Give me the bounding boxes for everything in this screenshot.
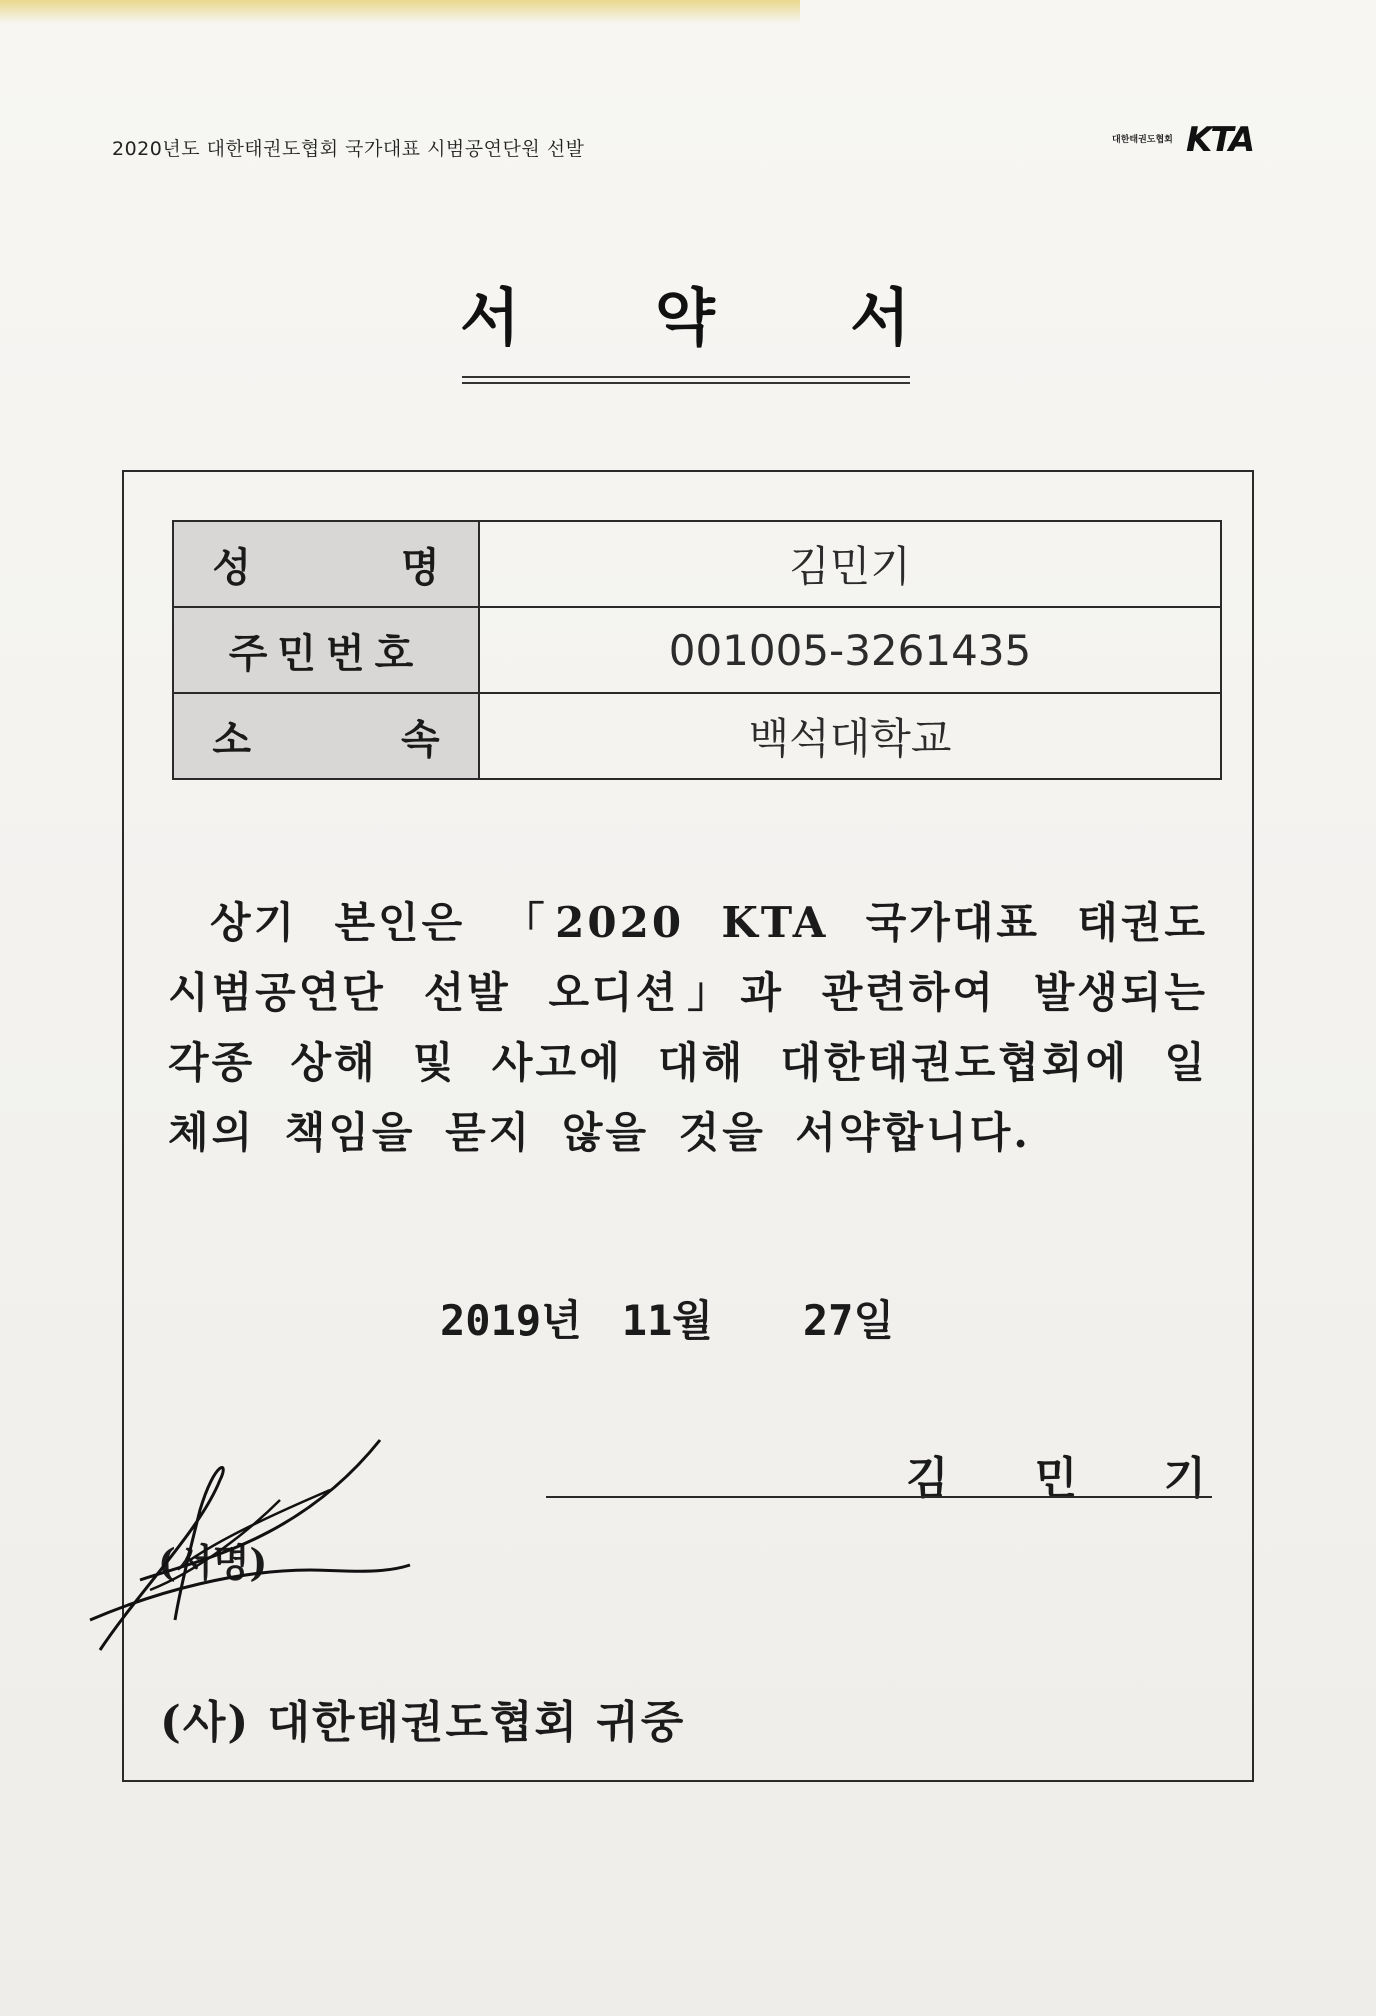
info-label-id-number	[173, 607, 479, 693]
title-char: 서	[460, 281, 520, 354]
recipient-organization: (사) 대한태권도협회 귀중	[160, 1697, 686, 1748]
paper-edge-tint	[0, 0, 800, 24]
label-char: 소	[212, 715, 251, 763]
signer-name-char: 민	[1034, 1453, 1078, 1504]
date-year: 2019년	[440, 1296, 582, 1345]
logo-org-text: 대한태권도협회	[1112, 135, 1173, 145]
label-char: 성	[212, 543, 251, 591]
info-table	[172, 520, 1222, 780]
handwritten-signature	[80, 1420, 440, 1670]
info-row-affiliation	[173, 693, 1221, 779]
pledge-date	[440, 1288, 960, 1348]
sign-label: (서명)	[158, 1540, 268, 1585]
title-char: 약	[655, 281, 715, 354]
signer-name-char: 김	[906, 1453, 949, 1504]
date-day: 27일	[802, 1296, 895, 1345]
document-title	[460, 268, 910, 357]
info-row-id-number	[173, 607, 1221, 693]
kta-logo	[1112, 118, 1262, 162]
logo-mark: KTA	[1186, 120, 1254, 160]
title-char: 서	[850, 281, 910, 354]
info-value-id-number: 001005-3261435	[479, 607, 1221, 693]
title-underline	[462, 376, 910, 384]
label-text: 주민번호	[228, 629, 424, 677]
signature-line	[546, 1496, 1212, 1498]
event-title: 2020년도 대한태권도협회 국가대표 시범공연단원 선발	[112, 138, 585, 160]
info-row-name	[173, 521, 1221, 607]
label-char: 속	[401, 715, 440, 763]
signer-name-char: 기	[1163, 1453, 1206, 1504]
label-char: 명	[401, 543, 440, 591]
info-label-name	[173, 521, 479, 607]
info-value-name: 김민기	[479, 521, 1221, 607]
pledge-statement: 상기 본인은 「2020 KTA 국가대표 태권도 시범공연단 선발 오디션」과 관련하여 발생되는 각종 상해 및 사고에 대해 대한태권도협회에 일체의 책임을 묻지 않을 것을 서약합니다.	[168, 898, 1208, 1157]
date-month: 11월	[621, 1296, 713, 1345]
info-value-affiliation: 백석대학교	[479, 693, 1221, 779]
info-label-affiliation	[173, 693, 479, 779]
